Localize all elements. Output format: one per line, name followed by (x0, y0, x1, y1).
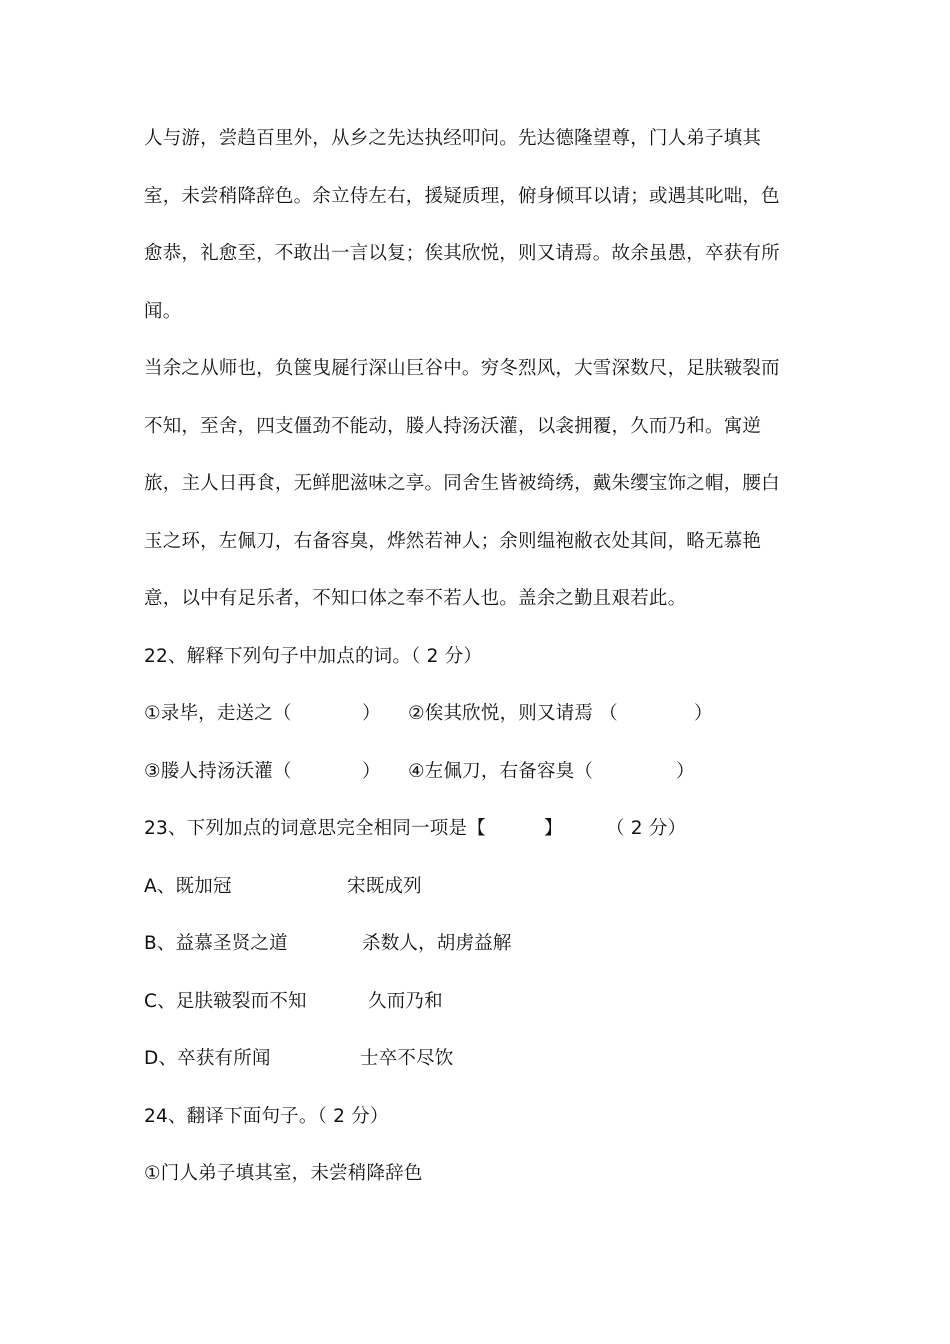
passage-line: 室，未尝稍降辞色。余立侍左右，援疑质理，俯身倾耳以请；或遇其叱咄，色 (144, 186, 780, 207)
passage-line: 闻。 (144, 301, 182, 322)
q23-option-d-left: D、卒获有所闻 (144, 1048, 271, 1069)
passage-line: 不知，至舍，四支僵劲不能动，媵人持汤沃灌，以衾拥覆，久而乃和。寓逆 (144, 416, 762, 437)
q23-option-a-left: A、既加冠 (144, 876, 232, 897)
q22-item-2-close: ） (694, 703, 713, 724)
q24-item-1: ①门人弟子填其室，未尝稍降辞色 (144, 1163, 423, 1184)
q22-item-3-text: ③媵人持汤沃灌（ (144, 761, 292, 782)
passage-line: 人与游，尝趋百里外，从乡之先达执经叩问。先达德隆望尊，门人弟子填其 (144, 128, 762, 149)
q22-item-3-close: ） (362, 761, 381, 782)
passage-line: 意，以中有足乐者，不知口体之奉不若人也。盖余之勤且艰若此。 (144, 588, 687, 609)
q22-item-1-close: ） (362, 703, 381, 724)
passage-line: 当余之从师也，负箧曳屣行深山巨谷中。穷冬烈风，大雪深数尺，足肤皲裂而 (144, 358, 780, 379)
q23-option-c-right: 久而乃和 (368, 991, 443, 1012)
q22-item-4-close: ） (676, 761, 695, 782)
q22-item-1-text: ①录毕，走送之（ (144, 703, 292, 724)
passage-line: 玉之环，左佩刀，右备容臭，烨然若神人；余则缊袍敝衣处其间，略无慕艳 (144, 531, 762, 552)
q23-option-b-right: 杀数人，胡虏益解 (362, 933, 512, 954)
question-22-title: 22、解释下列句子中加点的词。（ 2 分） (144, 646, 483, 667)
q23-option-d-right: 士卒不尽饮 (360, 1048, 454, 1069)
passage-line: 旅，主人日再食，无鲜肥滋味之享。同舍生皆被绮绣，戴朱缨宝饰之帽，腰白 (144, 473, 780, 494)
q22-item-2-text: ②俟其欣悦，则又请焉 （ (408, 703, 618, 724)
q22-item-4-text: ④左佩刀，右备容臭（ (408, 761, 594, 782)
question-23-score: （ 2 分） (606, 818, 687, 839)
q23-option-c-left: C、足肤皲裂而不知 (144, 991, 307, 1012)
q23-option-a-right: 宋既成列 (347, 876, 422, 897)
q23-option-b-left: B、益慕圣贤之道 (144, 933, 288, 954)
question-23-bracket-close: 】 (544, 818, 563, 839)
passage-line: 愈恭，礼愈至，不敢出一言以复；俟其欣悦，则又请焉。故余虽愚，卒获有所 (144, 243, 780, 264)
question-23-title: 23、下列加点的词意思完全相同一项是【 (144, 818, 486, 839)
question-24-title: 24、翻译下面句子。（ 2 分） (144, 1106, 389, 1127)
